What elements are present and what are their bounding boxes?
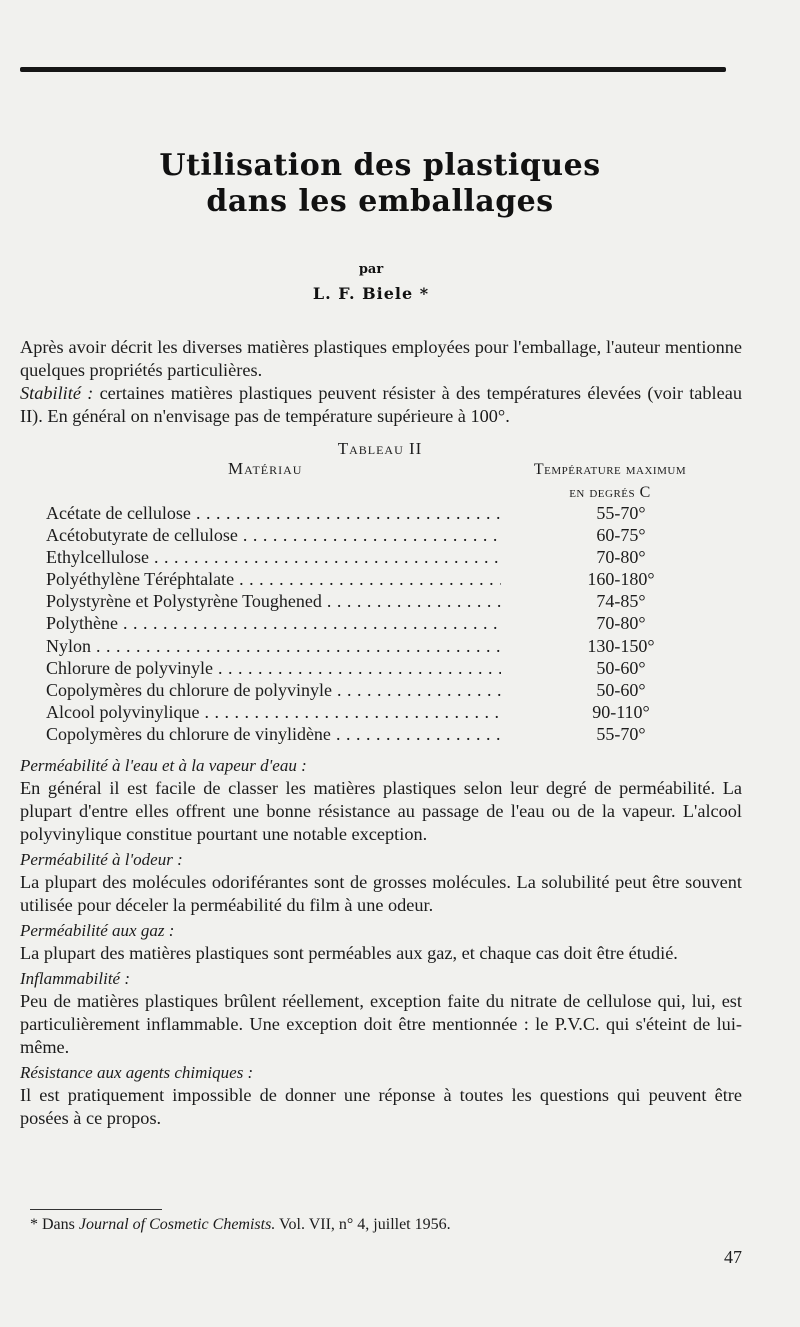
- table-row: [46, 657, 726, 679]
- temp-header-line-1: Température maximum: [533, 461, 687, 478]
- material-name: Acétobutyrate de cellulose . . .: [46, 524, 501, 546]
- section-text: Peu de matières plastiques brûlent réellement, exception faite du nitrate de cellulose qui, lui, est particulièrement inflammable. Une exception doit être mentionnée : le P.V.C. qui s'éteint de lui-même.: [20, 991, 742, 1057]
- max-temperature: 74-85°: [596, 591, 646, 612]
- section-heading: Perméabilité à l'odeur :: [20, 850, 183, 869]
- section-text: La plupart des matières plastiques sont perméables aux gaz, et chaque cas doit être étudié.: [20, 943, 678, 963]
- table-row: [46, 679, 726, 701]
- table-row: [46, 612, 726, 634]
- material-name: Nylon . . .: [46, 635, 501, 657]
- properties-sections: [20, 752, 742, 1132]
- max-temperature: 70-80°: [596, 613, 646, 634]
- material-name: Copolymères du chlorure de polyvinyle . . .: [46, 679, 501, 701]
- footnote-rest: Vol. VII, n° 4, juillet 1956.: [275, 1216, 451, 1233]
- max-temperature: 60-75°: [596, 525, 646, 546]
- by-label: par: [358, 262, 384, 277]
- max-temperature: 160-180°: [587, 569, 655, 590]
- material-name: Acétate de cellulose . . .: [46, 502, 501, 524]
- material-name: Copolymères du chlorure de vinylidène . . .: [46, 723, 501, 745]
- table-row: [46, 590, 726, 612]
- max-temperature: 90-110°: [592, 701, 650, 722]
- table-row: [46, 723, 726, 745]
- max-temperature: 130-150°: [587, 635, 655, 656]
- author-name: L. F. Biele *: [312, 284, 430, 303]
- article-title: [0, 148, 760, 220]
- table-row: [46, 546, 726, 568]
- material-name: Chlorure de polyvinyle . . .: [46, 657, 501, 679]
- title-line-1: Utilisation des plastiques: [159, 148, 601, 183]
- stability-label: Stabilité :: [20, 383, 94, 403]
- material-name: Polythène . . .: [46, 612, 501, 634]
- table-row: [46, 635, 726, 657]
- intro-paragraph: Après avoir décrit les diverses matières plastiques employées pour l'emballage, l'auteur mentionne quelques propriétés particulières.: [20, 337, 742, 380]
- temperature-table: [46, 502, 726, 745]
- max-temperature: 70-80°: [596, 547, 646, 568]
- max-temperature: 55-70°: [596, 723, 646, 744]
- footnote-journal: Journal of Cosmetic Chemists.: [78, 1216, 276, 1233]
- section-text: En général il est facile de classer les matières plastiques selon leur degré de perméabilité. La plupart d'entre elles offrent une bonne résistance au passage de l'eau ou de la vapeur. L'alcool polyvinylique constitue pourtant une notable exception.: [20, 778, 742, 844]
- stability-paragraph: [20, 382, 742, 428]
- section-heading: Inflammabilité :: [20, 969, 131, 988]
- table-title: Tableau II: [337, 439, 423, 458]
- max-temperature: 50-60°: [596, 657, 646, 678]
- footnote: [30, 1216, 451, 1234]
- title-line-2: dans les emballages: [206, 184, 554, 219]
- section-heading: Perméabilité à l'eau et à la vapeur d'eau :: [20, 756, 307, 775]
- table-row: [46, 701, 726, 723]
- top-rule: [20, 67, 726, 72]
- table-row: [46, 568, 726, 590]
- column-header-temperature: [500, 458, 720, 504]
- material-name: Polystyrène et Polystyrène Toughened . . .: [46, 590, 501, 612]
- material-name: Alcool polyvinylique . . .: [46, 701, 501, 723]
- material-name: Polyéthylène Téréphtalate . . .: [46, 568, 501, 590]
- section-heading: Résistance aux agents chimiques :: [20, 1063, 254, 1082]
- material-name: Ethylcellulose . . .: [46, 546, 501, 568]
- footnote-prefix: * Dans: [30, 1216, 79, 1233]
- page-number: 47: [724, 1247, 742, 1267]
- footnote-rule: [30, 1209, 162, 1210]
- intro-text: [20, 336, 742, 428]
- max-temperature: 55-70°: [596, 503, 646, 523]
- table-row: [46, 524, 726, 546]
- max-temperature: 50-60°: [596, 679, 646, 700]
- stability-text: certaines matières plastiques peuvent résister à des températures élevées (voir tableau II). En général on n'envisage pas de température supérieure à 100°.: [20, 383, 742, 426]
- table-row: [46, 502, 726, 524]
- section-text: Il est pratiquement impossible de donner une réponse à toutes les questions qui peuvent être posées à ce propos.: [20, 1085, 742, 1128]
- section-heading: Perméabilité aux gaz :: [20, 921, 175, 940]
- column-header-material: Matériau: [228, 459, 303, 478]
- section-text: La plupart des molécules odoriférantes sont de grosses molécules. La solubilité peut être souvent utilisée pour déceler la perméabilité du film à une odeur.: [20, 872, 742, 915]
- temp-header-line-2: en degrés C: [569, 484, 651, 501]
